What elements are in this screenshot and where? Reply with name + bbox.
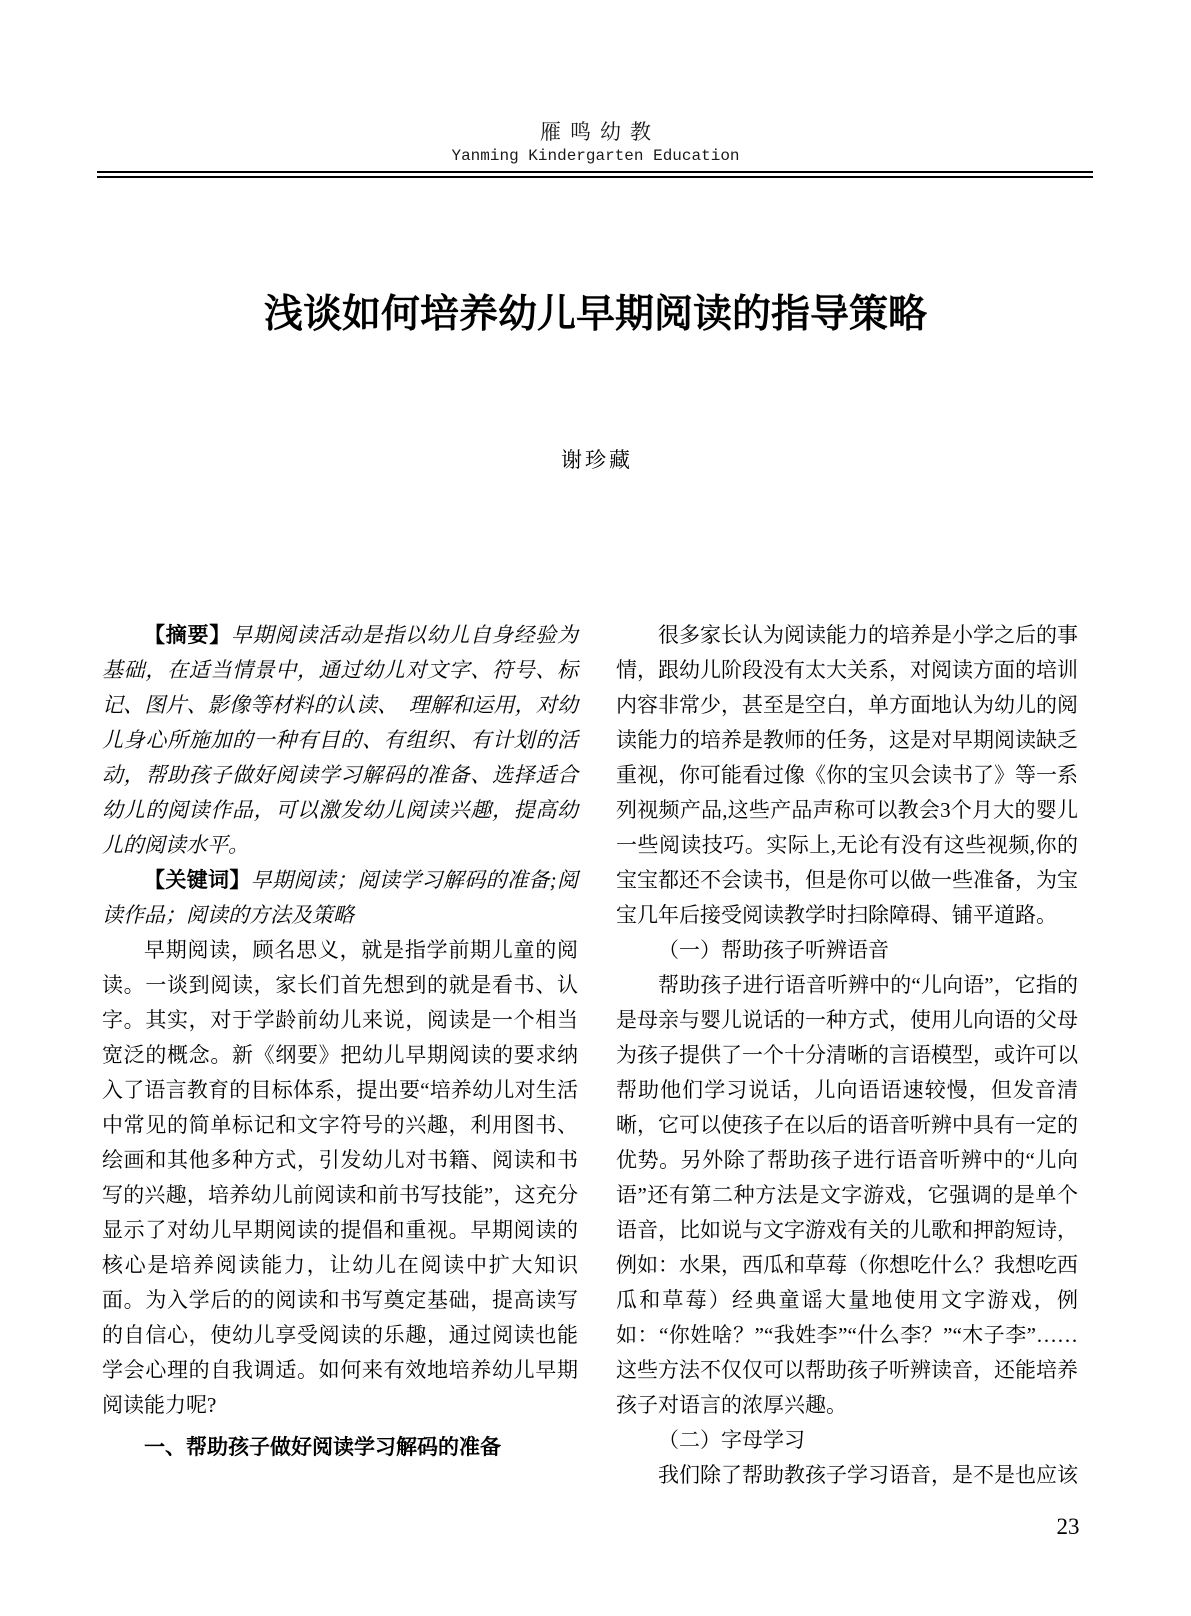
parents-paragraph: 很多家长认为阅读能力的培养是小学之后的事情，跟幼儿阶段没有太大关系，对阅读方面的培训内容非常少，甚至是空白，单方面地认为幼儿的阅读能力的培养是教师的任务，这是对早期阅读缺乏重视，你可能看过像《你的宝贝会读书了》等一系列视频产品,这些产品声称可以教会3个月大的婴儿一些阅读技巧。实际上,无论有没有这些视频,你的宝宝都还不会读书，但是你可以做一些准备，为宝宝几年后接受阅读教学时扫除障碍、铺平道路。 xyxy=(616,623,1078,927)
section1-heading: 一、帮助孩子做好阅读学习解码的准备 xyxy=(144,1436,501,1459)
journal-title-cn: 雁鸣幼教 xyxy=(540,120,660,144)
abstract-label: 【摘要】 xyxy=(144,624,231,647)
keywords-text: 早期阅读；阅读学习解码的准备;阅读作品；阅读的方法及策略 xyxy=(102,868,578,927)
article-author: 谢珍藏 xyxy=(561,448,633,472)
article-title: 浅谈如何培养幼儿早期阅读的指导策略 xyxy=(263,293,927,336)
keywords-label: 【关键词】 xyxy=(144,869,251,892)
right-column xyxy=(616,618,1078,1493)
letters-paragraph: 我们除了帮助教孩子学习语音，是不是也应该 xyxy=(658,1463,1078,1487)
sub1-heading: （一）帮助孩子听辨语音 xyxy=(658,938,889,962)
abstract-text: 早期阅读活动是指以幼儿自身经验为基础，在适当情景中，通过幼儿对文字、符号、标记、图片、影像等材料的认读、 理解和运用，对幼儿身心所施加的一种有目的、有组织、有计划的活动，帮助孩子做好阅读学习解码的准备、选择适合幼儿的阅读作品，可以激发幼儿阅读兴趣，提高幼儿的阅读水平。 xyxy=(102,623,579,857)
phonics-paragraph: 帮助孩子进行语音听辨中的“儿向语”，它指的是母亲与婴儿说话的一种方式，使用儿向语的父母为孩子提供了一个十分清晰的言语模型，或许可以帮助他们学习说话，儿向语语速较慢，但发音清晰，它可以使孩子在以后的语音听辨中具有一定的优势。另外除了帮助孩子进行语音听辨中的“儿向语”还有第二种方法是文字游戏，它强调的是单个语音，比如说与文字游戏有关的儿歌和押韵短诗，例如：水果，西瓜和草莓（你想吃什么？我想吃西瓜和草莓）经典童谣大量地使用文字游戏，例如：“你姓啥？”“我姓李”“什么李？”“木子李”……这些方法不仅仅可以帮助孩子听辨读音，还能培养孩子对语言的浓厚兴趣。 xyxy=(616,973,1078,1417)
journal-title-en: Yanming Kindergarten Education xyxy=(451,147,740,165)
abstract-paragraph xyxy=(102,618,578,863)
page-number: 23 xyxy=(1056,1514,1080,1539)
sub2-heading: （二）字母学习 xyxy=(658,1428,805,1452)
header-divider-rule xyxy=(97,171,1093,178)
intro-paragraph: 早期阅读，顾名思义，就是指学前期儿童的阅读。一谈到阅读，家长们首先想到的就是看书、认字。其实，对于学龄前幼儿来说，阅读是一个相当宽泛的概念。新《纲要》把幼儿早期阅读的要求纳入了语言教育的目标体系，提出要“培养幼儿对生活中常见的简单标记和文字符号的兴趣，利用图书、绘画和其他多种方式，引发幼儿对书籍、阅读和书写的兴趣，培养幼儿前阅读和前书写技能”，这充分显示了对幼儿早期阅读的提倡和重视。早期阅读的核心是培养阅读能力，让幼儿在阅读中扩大知识面。为入学后的的阅读和书写奠定基础，提高读写的自信心，使幼儿享受阅读的乐趣，通过阅读也能学会心理的自我调适。如何来有效地培养幼儿早期阅读能力呢? xyxy=(102,938,578,1417)
keywords-paragraph xyxy=(102,863,578,933)
left-column xyxy=(102,618,578,1465)
